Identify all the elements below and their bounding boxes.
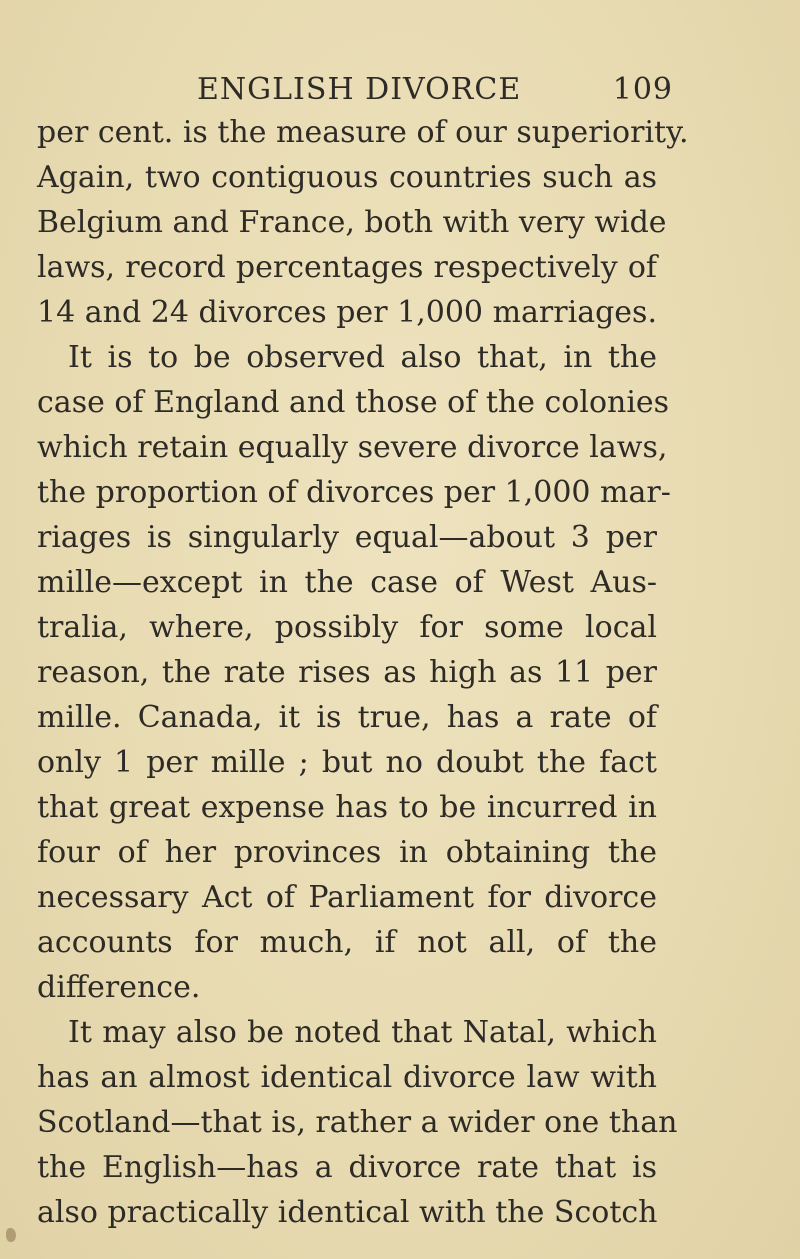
text-line: case of England and those of the colonies bbox=[37, 385, 670, 420]
running-title: ENGLISH DIVORCE bbox=[197, 72, 522, 107]
paragraph-end-line: difference. bbox=[37, 970, 201, 1005]
text-line: four of her provinces in obtaining the bbox=[37, 835, 657, 870]
text-line: the proportion of divorces per 1,000 mar- bbox=[37, 475, 671, 510]
ink-smudge bbox=[6, 1228, 16, 1242]
text-line: per cent. is the measure of our superiority. bbox=[37, 115, 689, 150]
text-line: mille—except in the case of West Aus- bbox=[37, 565, 657, 600]
text-line: also practically identical with the Scotch bbox=[37, 1195, 658, 1230]
paragraph-start-line: It may also be noted that Natal, which bbox=[68, 1015, 657, 1050]
page-number: 109 bbox=[612, 72, 673, 107]
text-line: tralia, where, possibly for some local bbox=[37, 610, 657, 645]
text-line: riages is singularly equal—about 3 per bbox=[37, 520, 657, 555]
text-line: necessary Act of Parliament for divorce bbox=[37, 880, 657, 915]
paragraph-start-line: It is to be observed also that, in the bbox=[68, 340, 657, 375]
text-line: Belgium and France, both with very wide bbox=[37, 205, 667, 240]
text-line: laws, record percentages respectively of bbox=[37, 250, 657, 285]
text-line: the English—has a divorce rate that is bbox=[37, 1150, 657, 1185]
text-line: that great expense has to be incurred in bbox=[37, 790, 657, 825]
text-line: has an almost identical divorce law with bbox=[37, 1060, 657, 1095]
text-line: mille. Canada, it is true, has a rate of bbox=[37, 700, 657, 735]
text-line: accounts for much, if not all, of the bbox=[37, 925, 657, 960]
text-line: Scotland—that is, rather a wider one than bbox=[37, 1105, 678, 1140]
text-line: which retain equally severe divorce laws, bbox=[37, 430, 668, 465]
text-line: reason, the rate rises as high as 11 per bbox=[37, 655, 657, 690]
text-line: Again, two contiguous countries such as bbox=[37, 160, 657, 195]
running-head bbox=[197, 70, 673, 110]
text-line: 14 and 24 divorces per 1,000 marriages. bbox=[37, 295, 657, 330]
text-line: only 1 per mille ; but no doubt the fact bbox=[37, 745, 657, 780]
